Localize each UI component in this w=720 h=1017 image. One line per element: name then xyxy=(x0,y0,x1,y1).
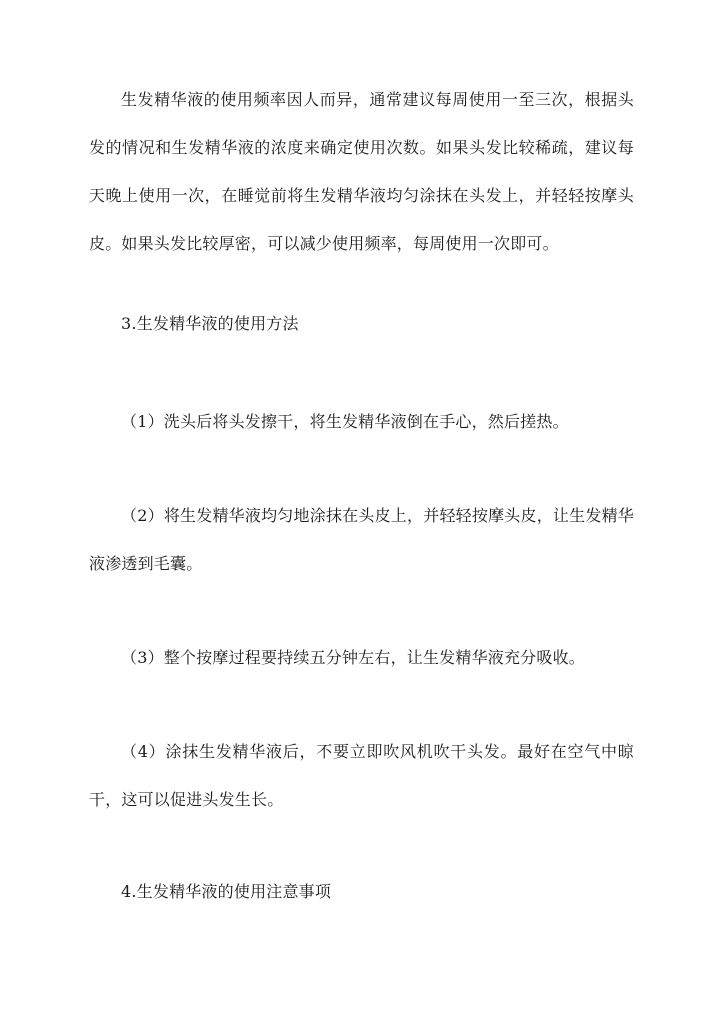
list-item-step-4: （4）涂抹生发精华液后，不要立即吹风机吹干头发。最好在空气中晾干，这可以促进头发生长。 xyxy=(89,742,634,809)
list-item-step-1: （1）洗头后将头发擦干，将生发精华液倒在手心，然后搓热。 xyxy=(121,412,569,431)
section-heading-usage-method: 3.生发精华液的使用方法 xyxy=(121,314,299,333)
list-item-step-3: （3）整个按摩过程要持续五分钟左右，让生发精华液充分吸收。 xyxy=(121,648,585,667)
section-heading-precautions: 4.生发精华液的使用注意事项 xyxy=(121,882,332,901)
list-item-step-2: （2）将生发精华液均匀地涂抹在头皮上，并轻轻按摩头皮，让生发精华液渗透到毛囊。 xyxy=(89,506,634,573)
paragraph-usage-frequency: 生发精华液的使用频率因人而异，通常建议每周使用一至三次，根据头发的情况和生发精华液的浓度来确定使用次数。如果头发比较稀疏，建议每天晚上使用一次，在睡觉前将生发精华液均匀涂抹在头发上，并轻轻按摩头皮。如果头发比较厚密，可以减少使用频率，每周使用一次即可。 xyxy=(89,90,634,253)
